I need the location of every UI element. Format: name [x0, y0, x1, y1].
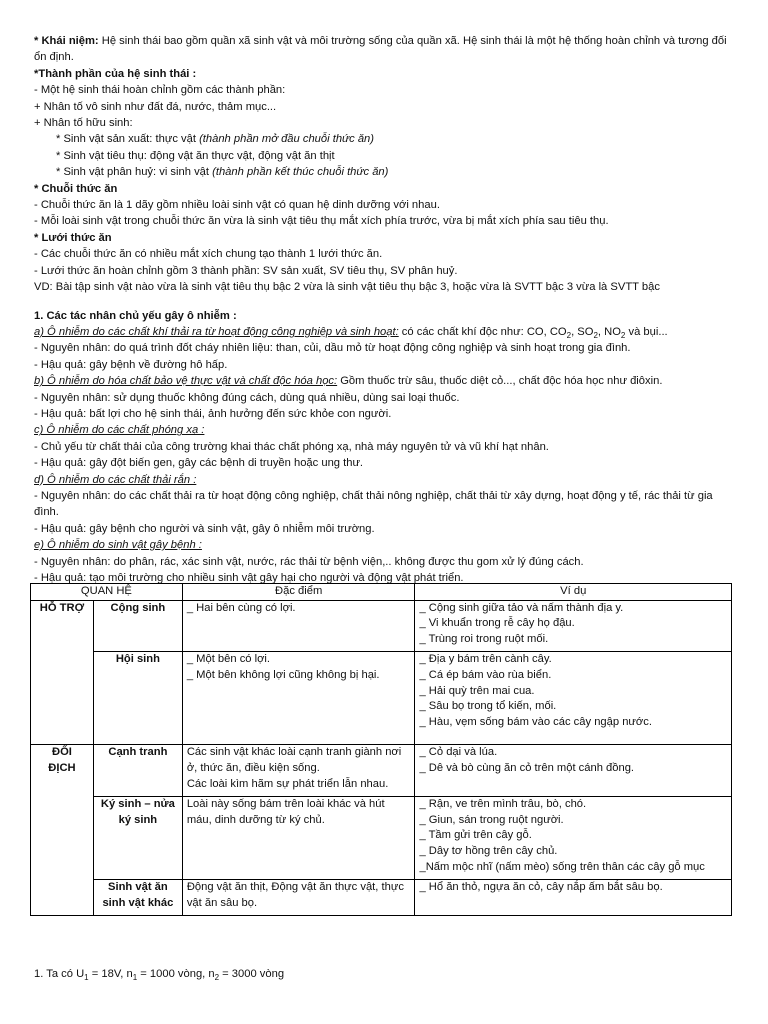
food-chain-heading: * Chuỗi thức ăn	[34, 182, 118, 195]
pollution-a-title-line: a) Ô nhiễm do các chất khí thải ra từ hoạt động công nghiệp và sinh hoạt: có các chất khí độc như: CO, $CO_2$, $SO_2$, $NO_2$ và bụi...	[34, 325, 668, 341]
table-row	[31, 600, 732, 652]
food-web-line: - Lưới thức ăn hoàn chỉnh gồm 3 thành phần: SV sản xuất, SV tiêu thụ, SV phân huỷ.	[34, 264, 458, 277]
features-cell: Động vật ăn thịt, Động vật ăn thực vật, thực vật ăn sâu bọ.	[182, 880, 415, 916]
pollution-line: - Hậu quả: gây bệnh về đường hô hấp.	[34, 358, 228, 371]
examples-cell: _ Cộng sinh giữa tảo và nấm thành địa y. _ Vi khuẩn trong rễ cây họ đậu. _ Trùng roi trong ruột mối.	[415, 600, 732, 652]
concept-label: * Khái niệm:	[34, 35, 99, 47]
table-row	[31, 652, 732, 745]
components-line: - Một hệ sinh thái hoàn chỉnh gồm các thành phần:	[34, 84, 286, 97]
concept-paragraph	[34, 33, 734, 66]
relation-name: Cộng sinh	[93, 600, 182, 652]
organism-line: * Sinh vật sản xuất: thực vật (thành phần mở đầu chuỗi thức ăn)	[56, 133, 374, 146]
examples-cell: _ Địa y bám trên cành cây. _ Cá ép bám vào rùa biển. _ Hải quỳ trên mai cua. _ Sâu bọ trong tổ kiến, mối. _ Hàu, vẹm sống bám vào các cây ngập nước.	[415, 652, 732, 745]
header-relation: QUAN HỆ	[31, 584, 183, 601]
organism-line: * Sinh vật tiêu thụ: động vật ăn thực vật, động vật ăn thịt	[56, 149, 335, 162]
examples-cell: _ Hổ ăn thỏ, ngựa ăn cỏ, cây nắp ấm bắt sâu bọ.	[415, 880, 732, 916]
table-row	[31, 880, 732, 916]
pollution-line: - Nguyên nhân: do quá trình đốt cháy nhiên liệu: than, củi, dầu mỏ từ hoạt động công nghiệp và sinh hoạt trong gia đình.	[34, 342, 631, 355]
pollution-line: - Hậu quả: bất lợi cho hệ sinh thái, ảnh hưởng đến sức khỏe con người.	[34, 407, 392, 420]
pollution-line: - Nguyên nhân: sử dụng thuốc không đúng cách, dùng quá nhiều, dùng sai loại thuốc.	[34, 391, 460, 404]
components-line: + Nhân tố hữu sinh:	[34, 117, 133, 130]
group-opposition: ĐỐI ĐỊCH	[31, 745, 94, 916]
examples-cell: _ Cỏ dại và lúa. _ Dê và bò cùng ăn cỏ trên một cánh đồng.	[415, 745, 732, 797]
food-web-heading: * Lưới thức ăn	[34, 231, 112, 244]
features-cell: Các sinh vật khác loài cạnh tranh giành nơi ở, thức ăn, điều kiện sống. Các loài kìm hãm sự phát triển lẫn nhau.	[182, 745, 415, 797]
pollution-line: - Chủ yếu từ chất thải của công trường khai thác chất phóng xạ, nhà máy nguyên tử và vũ khí hạt nhân.	[34, 440, 549, 453]
pollution-e-title: e) Ô nhiễm do sinh vật gây bệnh :	[34, 539, 202, 552]
relations-table	[30, 583, 732, 916]
header-features: Đặc điểm	[182, 584, 415, 601]
header-examples: Ví dụ	[415, 584, 732, 601]
features-cell: _ Hai bên cùng có lợi.	[182, 600, 415, 652]
food-chain-line: - Chuỗi thức ăn là 1 dãy gồm nhiều loài sinh vật có quan hệ dinh dưỡng với nhau.	[34, 199, 440, 212]
pollution-line: - Hậu quả: tạo môi trường cho nhiều sinh vật gây hại cho người và động vật phát triển.	[34, 572, 464, 584]
relation-name: Sinh vật ăn sinh vật khác	[93, 880, 182, 916]
organism-line: * Sinh vật phân huỷ: vi sinh vật (thành phần kết thúc chuỗi thức ăn)	[56, 166, 389, 179]
concept-text: Hệ sinh thái bao gồm quần xã sinh vật và môi trường sống của quần xã. Hệ sinh thái là một hệ thống hoàn chỉnh và tương đối ổn định.	[34, 35, 727, 64]
pollution-line: - Nguyên nhân: do các chất thải ra từ hoạt động công nghiệp, chất thải nông nghiệp, chất thải từ xây dựng, hoạt động y tế, rác thải từ gia đình.	[34, 489, 713, 519]
pollution-line: - Hậu quả: gây bệnh cho người và sinh vật, gây ô nhiễm môi trường.	[34, 522, 375, 535]
components-heading: *Thành phần của hệ sinh thái :	[34, 67, 197, 80]
pollution-line: - Nguyên nhân: do phân, rác, xác sinh vật, nước, rác thải từ bệnh viện,.. không được thu gom xử lý đúng cách.	[34, 555, 584, 568]
relation-name: Ký sinh – nửa ký sinh	[93, 797, 182, 880]
examples-cell: _ Rận, ve trên mình trâu, bò, chó. _ Giun, sán trong ruột người. _ Tầm gửi trên cây gỗ. _ Dây tơ hồng trên cây chủ. _Nấm mộc nhĩ (nấm mèo) sống trên thân các cây gỗ mục	[415, 797, 732, 880]
food-chain-line: - Mỗi loài sinh vật trong chuỗi thức ăn vừa là sinh vật tiêu thụ mắt xích phía trước, vừa bị mắt xích phía sau tiêu thụ.	[34, 215, 609, 228]
features-cell: _ Một bên có lợi. _ Một bên không lợi cũng không bị hại.	[182, 652, 415, 745]
relation-name: Hội sinh	[93, 652, 182, 745]
food-web-line: VD: Bài tập sinh vật nào vừa là sinh vật tiêu thụ bậc 2 vừa là sinh vật tiêu thụ bậc 3, hoặc vừa là SVTT bậc 3 vừa là SVTT bậc	[34, 281, 660, 294]
pollution-c-title: c) Ô nhiễm do các chất phóng xạ :	[34, 424, 205, 437]
table-row	[31, 797, 732, 880]
pollution-line: - Hậu quả: gây đột biến gen, gây các bệnh di truyền hoặc ung thư.	[34, 457, 364, 470]
table-row	[31, 745, 732, 797]
relation-name: Cạnh tranh	[93, 745, 182, 797]
components-line: + Nhân tố vô sinh như đất đá, nước, thảm mục...	[34, 100, 277, 113]
group-support: HỖ TRỢ	[31, 600, 94, 745]
pollution-heading: 1. Các tác nhân chủ yếu gây ô nhiễm :	[34, 309, 237, 322]
pollution-d-title: d) Ô nhiễm do các chất thải rắn :	[34, 473, 197, 486]
footer-line: 1. Ta có $U_1 = 18V$, $n_1 = 1000$ vòng, $n_2 = 3000$ vòng	[34, 968, 285, 983]
table-header-row	[31, 584, 732, 601]
features-cell: Loài này sống bám trên loài khác và hút máu, dinh dưỡng từ ký chủ.	[182, 797, 415, 880]
pollution-b-title-line: b) Ô nhiễm do hóa chất bảo vệ thực vật và chất độc hóa học: Gồm thuốc trừ sâu, thuốc diệt cỏ..., chất độc hóa học như điôxin.	[34, 375, 663, 388]
document-body	[34, 33, 734, 586]
food-web-line: - Các chuỗi thức ăn có nhiều mắt xích chung tạo thành 1 lưới thức ăn.	[34, 248, 383, 261]
